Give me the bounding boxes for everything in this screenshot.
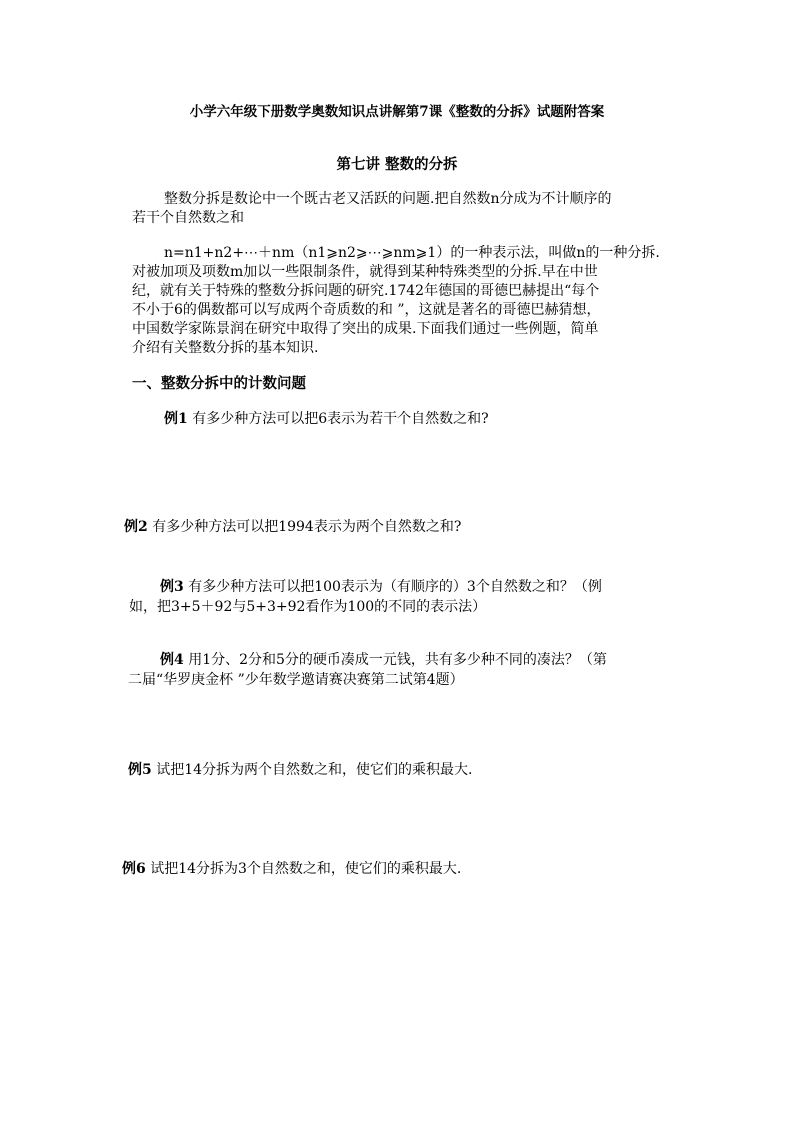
example-2 bbox=[124, 517, 461, 537]
example-3 bbox=[160, 577, 602, 597]
lecture-title: 第七讲 整数的分拆 bbox=[336, 156, 458, 173]
example-label: 例2 bbox=[124, 519, 148, 535]
example-label: 例1 bbox=[164, 411, 188, 427]
example-4 bbox=[160, 650, 607, 670]
example-label: 例6 bbox=[122, 861, 146, 877]
example-text: 有多少种方法可以把1994表示为两个自然数之和? bbox=[152, 519, 462, 535]
intro-line-5: 不小于6的偶数都可以写成两个奇质数的和 ”，这就是著名的哥德巴赫猜想， bbox=[132, 302, 601, 318]
section-heading: 一、整数分拆中的计数问题 bbox=[132, 375, 306, 392]
intro-line-2: 若干个自然数之和 bbox=[132, 210, 244, 226]
example-text: 用1分、2分和5分的硬币凑成一元钱，共有多少种不同的凑法？（第 bbox=[188, 652, 607, 668]
example-label: 例3 bbox=[160, 579, 184, 595]
example-4-continued: 二届“华罗庚金杯 ”少年数学邀请赛决赛第二试第4题） bbox=[128, 672, 464, 688]
intro-formula-line: n=n1+n2+⋯＋nm（n1⩾n2⩾⋯⩾nm⩾1）的一种表示法，叫做n的一种分拆. bbox=[164, 245, 660, 261]
intro-line-7: 介绍有关整数分拆的基本知识. bbox=[132, 340, 319, 356]
example-1 bbox=[164, 409, 489, 429]
intro-line-3: 对被加项及项数m加以一些限制条件，就得到某种特殊类型的分拆.早在中世 bbox=[132, 264, 598, 280]
example-3-continued: 如，把3+5＋92与5+3+92看作为100的不同的表示法） bbox=[129, 599, 487, 615]
example-label: 例5 bbox=[128, 762, 152, 778]
document-title: 小学六年级下册数学奥数知识点讲解第7课《整数的分拆》试题附答案 bbox=[189, 104, 605, 120]
intro-line-4: 纪，就有关于特殊的整数分拆问题的研究.1742年德国的哥德巴赫提出“每个 bbox=[132, 283, 600, 299]
example-5 bbox=[128, 760, 472, 780]
example-6 bbox=[122, 859, 461, 879]
example-text: 有多少种方法可以把6表示为若干个自然数之和? bbox=[192, 411, 489, 427]
example-label: 例4 bbox=[160, 652, 184, 668]
example-text: 有多少种方法可以把100表示为（有顺序的）3个自然数之和？（例 bbox=[188, 579, 602, 595]
example-text: 试把14分拆为3个自然数之和，使它们的乘积最大. bbox=[150, 861, 462, 877]
intro-line-1: 整数分拆是数论中一个既古老又活跃的问题.把自然数n分成为不计顺序的 bbox=[164, 191, 612, 207]
example-text: 试把14分拆为两个自然数之和，使它们的乘积最大. bbox=[156, 762, 473, 778]
intro-line-6: 中国数学家陈景润在研究中取得了突出的成果.下面我们通过一些例题，简单 bbox=[132, 321, 599, 337]
